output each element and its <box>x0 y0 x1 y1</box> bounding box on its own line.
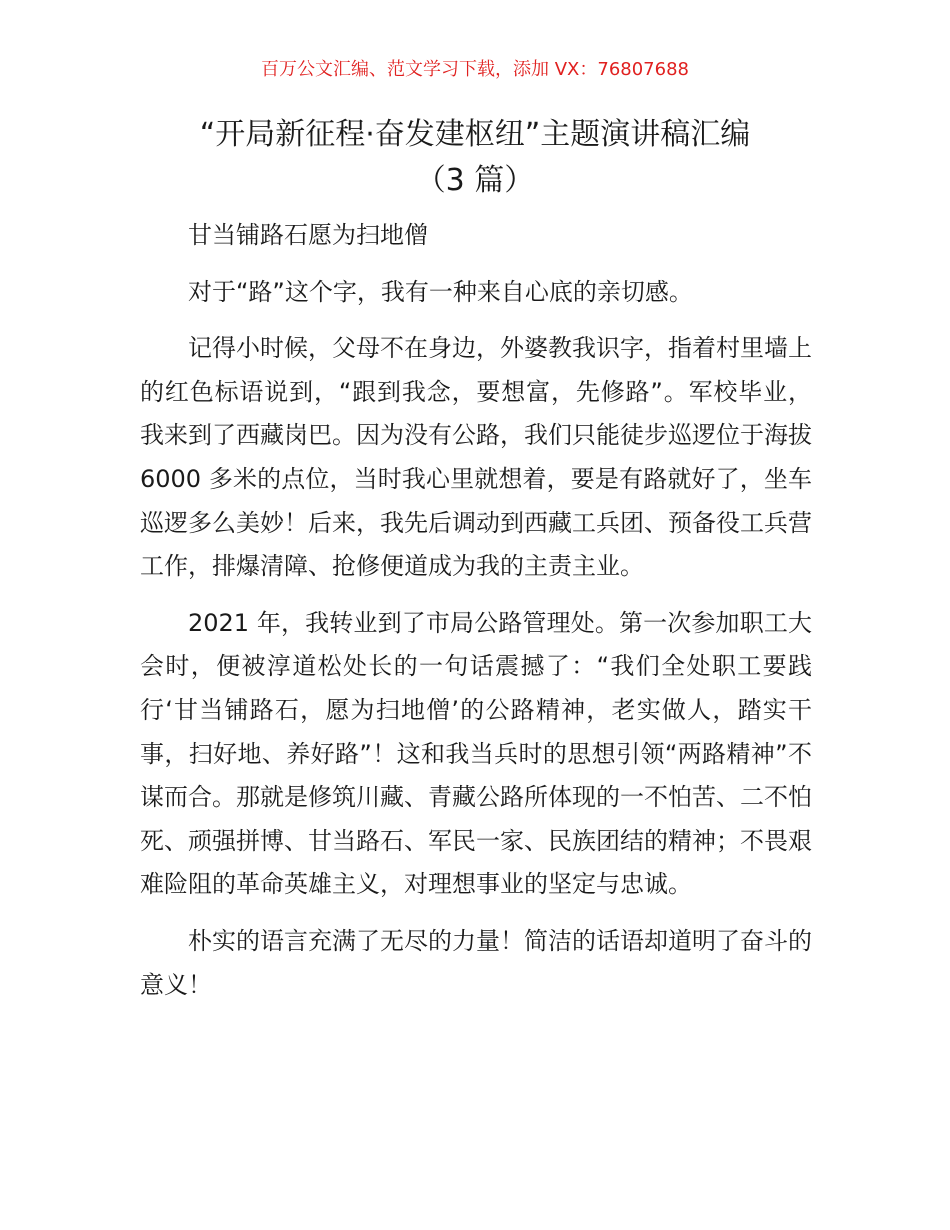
title-line-1: “开局新征程·奋发建枢纽”主题演讲稿汇编 <box>199 117 751 152</box>
document-title <box>90 112 860 204</box>
header-banner: 百万公文汇编、范文学习下载，添加 VX：76807688 <box>261 59 689 80</box>
paragraph-1: 对于“路”这个字，我有一种来自心底的亲切感。 <box>188 277 693 306</box>
paragraph-2: 记得小时候，父母不在身边，外婆教我识字，指着村里墙上的红色标语说到，“跟到我念，要想富，先修路”。军校毕业，我来到了西藏岗巴。因为没有公路，我们只能徒步巡逻位于海拔 6000 多米的点位，当时我心里就想着，要是有路就好了，坐车巡逻多么美妙！后来，我先后调动到西藏工兵团、预备役工兵营工作，排爆清障、抢修便道成为我的主责主业。 <box>140 334 812 581</box>
document-body <box>140 214 812 1020</box>
paragraph-4: 朴实的语言充满了无尽的力量！简洁的话语却道明了奋斗的意义！ <box>140 926 812 999</box>
paragraph-3: 2021 年，我转业到了市局公路管理处。第一次参加职工大会时，便被淳道松处长的一句话震撼了：“我们全处职工要践行‘甘当铺路石，愿为扫地僧’的公路精神，老实做人，踏实干事，扫好地、养好路”！这和我当兵时的思想引领“两路精神”不谋而合。那就是修筑川藏、青藏公路所体现的一不怕苦、二不怕死、顽强拼博、甘当路石、军民一家、民族团结的精神；不畏艰难险阻的革命英雄主义，对理想事业的坚定与忠诚。 <box>140 608 812 899</box>
title-line-2: （3 篇） <box>415 163 535 198</box>
speech-subtitle: 甘当铺路石愿为扫地僧 <box>188 221 428 249</box>
